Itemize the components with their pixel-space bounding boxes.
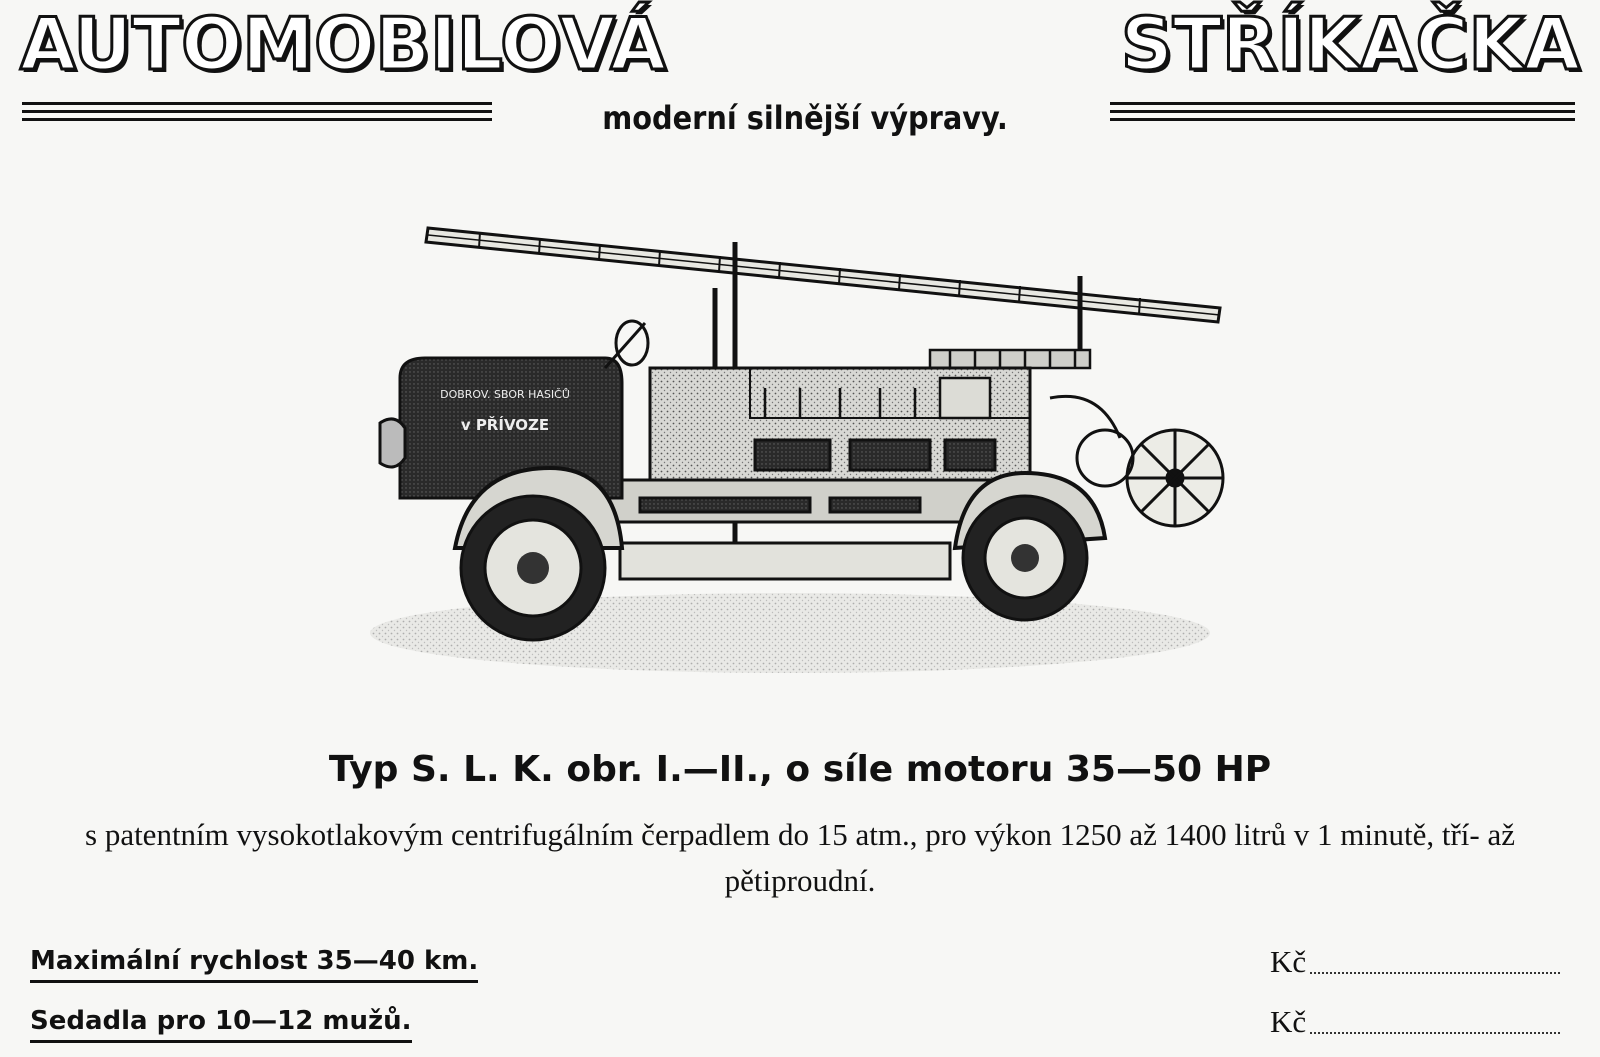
fire-engine-illustration <box>360 218 1260 688</box>
rear-wheel <box>963 496 1087 620</box>
price-field-speed <box>1270 944 1560 980</box>
tank-inscription-top: DOBROV. SBOR HASIČŮ <box>440 388 570 401</box>
ladder <box>426 228 1220 322</box>
spec-seats: Sedadla pro 10—12 mužů. <box>30 1004 412 1043</box>
subtitle: moderní silnější výpravy. <box>602 99 1008 137</box>
front-wheel <box>461 496 605 640</box>
title-word-strikacka: STŘÍKAČKA <box>1120 2 1580 86</box>
currency-label: Kč <box>1270 944 1307 979</box>
spec-max-speed: Maximální rychlost 35—40 km. <box>30 944 478 983</box>
price-dotted-line <box>1310 1031 1560 1034</box>
main-title <box>20 4 1580 84</box>
price-dotted-line <box>1310 971 1560 974</box>
decorative-rules-right <box>1110 102 1575 132</box>
title-word-automobilova: AUTOMOBILOVÁ <box>20 2 666 86</box>
currency-label: Kč <box>1270 1004 1307 1039</box>
tank-inscription-bottom: v PŘÍVOZE <box>460 416 550 434</box>
decorative-rules-left <box>22 102 492 132</box>
model-description: s patentním vysokotlakovým centrifugálním čerpadlem do 15 atm., pro výkon 1250 až 1400 litrů v 1 minutě, tří- až pětiproudní. <box>85 817 1515 898</box>
model-type-line: Typ S. L. K. obr. I.—II., o síle motoru 35—50 HP <box>328 749 1272 790</box>
price-field-seats <box>1270 1004 1560 1040</box>
